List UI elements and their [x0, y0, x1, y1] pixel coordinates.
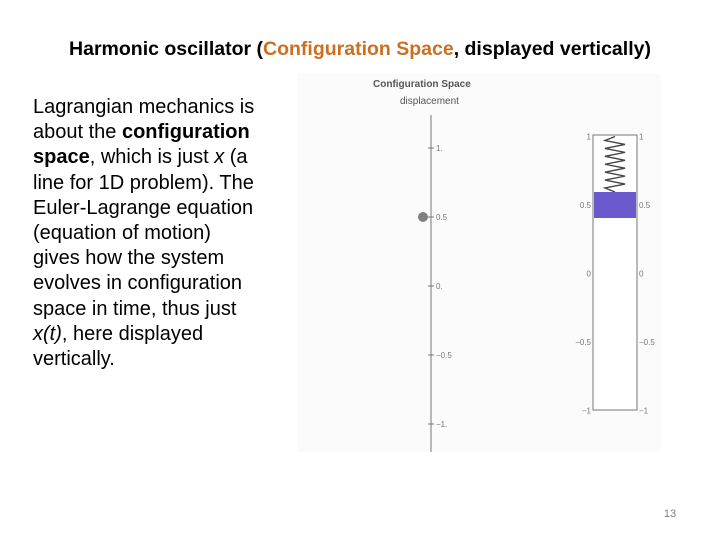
body-bold-term: configuration space	[33, 121, 250, 169]
mass-block	[594, 192, 636, 218]
right-scale-label: 1	[639, 132, 644, 142]
right-scale-label: 0	[639, 269, 644, 279]
axis-tick-label: −0.5	[436, 351, 452, 360]
figure-svg	[297, 74, 661, 452]
right-scale	[639, 133, 655, 416]
title-prefix: Harmonic oscillator (	[69, 38, 263, 60]
right-scale-label: −1	[639, 406, 649, 416]
axis-tick-label: 0.5	[436, 213, 448, 222]
axis-tick-label: 1.	[436, 144, 443, 153]
body-paragraph	[33, 95, 263, 372]
figure-header: Configuration Space	[373, 79, 471, 90]
title-suffix: , displayed vertically)	[453, 38, 651, 60]
left-scale-label: 1	[586, 132, 591, 142]
body-var-xt: x(t)	[33, 322, 62, 345]
title-accent: Configuration Space	[263, 38, 454, 60]
spring-column	[593, 135, 637, 410]
axis-ticks	[428, 144, 452, 429]
axis-label: displacement	[400, 96, 459, 107]
axis-tick-label: 0.	[436, 282, 443, 291]
body-text-4: , here displayed vertically.	[33, 322, 204, 371]
left-scale-label: 0.5	[579, 201, 591, 210]
configuration-space-figure	[297, 74, 661, 452]
body-text-1: Lagrangian mechanics is about the	[33, 96, 255, 144]
page-number: 13	[663, 508, 677, 520]
axis-tick-label: −1.	[436, 420, 448, 429]
left-scale	[575, 133, 591, 416]
left-scale-label: −1	[581, 406, 591, 416]
body-text-2: , which is just	[89, 146, 215, 169]
slide-title	[0, 38, 720, 61]
left-scale-label: −0.5	[575, 338, 591, 347]
body-text-3: (a line for 1D problem). The Euler-Lagrange equation (equation of motion) gives how the system evolves in configuration space in time, thus just	[33, 146, 254, 320]
configuration-point	[418, 212, 428, 222]
right-scale-label: −0.5	[639, 338, 655, 347]
left-scale-label: 0	[586, 269, 591, 279]
body-var-x: x	[214, 146, 225, 169]
right-scale-label: 0.5	[639, 201, 651, 210]
